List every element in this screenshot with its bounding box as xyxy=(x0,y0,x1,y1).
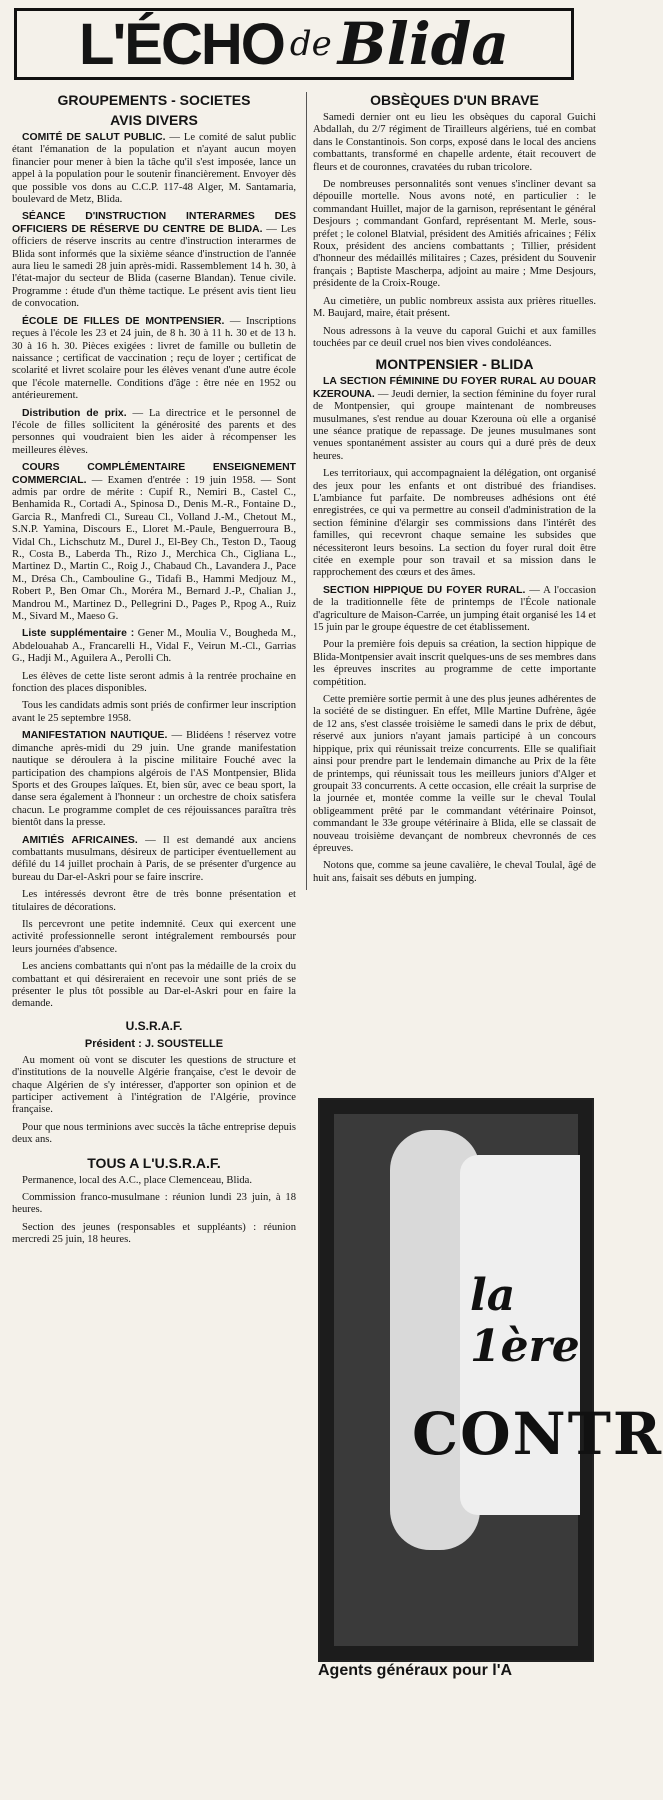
notice-lead: COURS COMPLÉMENTAIRE ENSEIGNEMENT COMMERCIAL. xyxy=(12,462,296,486)
notice-prix xyxy=(12,408,296,458)
notice-lead: SÉANCE D'INSTRUCTION INTERARMES DES OFFICIERS DE RÉSERVE DU CENTRE DE BLIDA. xyxy=(12,211,296,235)
paragraph: Commission franco-musulmane : réunion lundi 23 juin, à 18 heures. xyxy=(12,1192,296,1216)
notice-hippique xyxy=(313,585,596,635)
notice-ecole xyxy=(12,316,296,403)
notice-lead: ÉCOLE DE FILLES DE MONTPENSIER. xyxy=(22,315,225,327)
masthead-de: de xyxy=(289,24,332,64)
usraf-slogan: TOUS A L'U.S.R.A.F. xyxy=(87,1154,221,1171)
notice-foyer xyxy=(313,376,596,463)
paragraph: Au cimetière, un public nombreux assista aux prières rituelles. M. Baujard, maire, était présent. xyxy=(313,295,596,320)
left-column xyxy=(12,92,302,1252)
paragraph: Section des jeunes (responsables et suppléants) : réunion mercredi 25 juin, 18 heures. xyxy=(12,1221,296,1246)
notice-amities xyxy=(12,835,296,885)
ad-text: la 1ère xyxy=(470,1270,580,1372)
notice-body: — Le comité de salut public étant l'émanation de la population et n'ayant aucun moyen financier pour mener à bien la tâche qu'il s'est imposée, lance un appel à la population pour le soutenir financièrement. Envoyer dès que possible vos dons au C.C.P. 117-48 Alger, M. Santamaria, boulevard de Metz, Blida. xyxy=(12,132,296,206)
notice-liste xyxy=(12,628,296,665)
paragraph: Notons que, comme sa jeune cavalière, le cheval Toulal, âgé de huit ans, faisait ses débuts en jumping. xyxy=(313,860,596,884)
notice-lead: Distribution de prix. xyxy=(22,407,127,419)
section-heading: MONTPENSIER - BLIDA xyxy=(375,356,534,373)
paragraph: Pour la première fois depuis sa création, la section hippique de Blida-Montpensier avait inscrit quelques-uns de ses membres dans les épreuves inscrites au programme de cette importante compétition. xyxy=(313,639,596,688)
notice-lead: AMITIÉS AFRICAINES. xyxy=(22,834,138,846)
notice-lead: MANIFESTATION NAUTIQUE. xyxy=(22,730,168,742)
paragraph: Permanence, local des A.C., place Clemenceau, Blida. xyxy=(22,1174,253,1186)
notice-lead: LA SECTION FÉMININE DU FOYER RURAL AU DOUAR KZEROUNA. xyxy=(313,376,596,400)
ad-text: CONTR xyxy=(412,1400,663,1468)
notice-body: — Les officiers de réserve inscrits au centre d'instruction interarmes de Blida sont informés que la sixième séance d'instruction de l'année aura lieu le samedi 28 juin après-midi. Rassemblement 14 h. 30, à l'état-major du secteur de Blida (caserne Blandan). Tenue civile. Programme : étude d'un thème tactique. Le présent avis tient lieu de convocation. xyxy=(12,223,296,310)
paragraph: Ils percevront une petite indemnité. Ceux qui exercent une activité professionnelle seront intégralement remboursés pour leurs journées d'absence. xyxy=(12,918,296,955)
notice-body: — Blidéens ! réservez votre dimanche après-midi du 29 juin. Une grande manifestation nautique se déroulera à la piscine militaire Fouché avec la participation des champions algérois de l'AS Montpensier, Blida Sports et des Groupes laïques. Et, bien sûr, avec ce beau sport, la danse sera également à l'honneur : un orchestre de choix satisfera chacun. Le programme complet de ces réjouissances paraîtra très bientôt dans la presse. xyxy=(12,730,296,829)
paragraph: Samedi dernier ont eu lieu les obsèques du caporal Guichi Abdallah, du 2/7 régiment de Tirailleurs algériens, tué en combat dans le Constantinois. Son corps, exposé dans le local des anciens combattants, transformé en chapelle ardente, était recouvert de fleurs et de couronnes, cravatées du ruban tricolore. xyxy=(313,112,596,173)
paragraph: Les territoriaux, qui accompagnaient la délégation, ont organisé des jeux pour les enfants et ont distribué des friandises. L'ambiance fut parfaite. De nombreuses adhésions ont été enregistrées, ce qui va permettre au conseil d'administration de la section féminine d'élargir ses commissions dans l'intérêt des familles, qui recevront chaque semaine les subsides que nécessiteront leurs besoins. La section du foyer rural doit être citée en exemple pour son travail et sa mission dans le rapprochement des cœurs et des âmes. xyxy=(313,468,596,579)
notice-body: — Jeudi dernier, la section féminine du foyer rural de Montpensier, qui groupe maintenant de nombreuses musulmanes, s'est rendue au douar Kzerouna où elle a organisé une séance pratique de repassage. De jeunes musulmanes sont venues spontanément assister au cours qui a duré près de deux heures. xyxy=(313,388,596,462)
paragraph: Tous les candidats admis sont priés de confirmer leur inscription avant le 25 septembre 1958. xyxy=(12,700,296,724)
notice-body: — La directrice et le personnel de l'école de filles sollicitent la générosité des parents et des personnes qui voudraient bien les aider à récompenser les meilleures élèves. xyxy=(12,407,296,456)
paragraph: Les élèves de cette liste seront admis à la rentrée prochaine en fonction des places disponibles. xyxy=(12,670,296,695)
paragraph: Les intéressés devront être de très bonne présentation et titulaires de décorations. xyxy=(12,889,296,913)
paragraph: Les anciens combattants qui n'ont pas la médaille de la croix du combattant et qui désireraient en recevoir une sont priés de se présenter le plus tôt possible au Dar-el-Askri pour en faire la demande. xyxy=(12,961,296,1010)
notice-body: Gener M., Moulia V., Bougheda M., Abdelouahab A., Francarelli H., Vidal F., Veirun M.-Cl., Garrias G., Hadji M., Aguilera A., Perolli Ch. xyxy=(12,628,296,665)
paragraph: Cette première sortie permit à une des plus jeunes adhérentes de la société de se distinguer. En effet, Mlle Martine Dufrène, âgée de 12 ans, s'est classée troisième le samedi dans le prix de début, réservé aux juniors n'ayant jamais participé à un concours hippique, prix qui réunissait treize concurrents. Elle se qualifiait ainsi pour prendre part le lendemain dimanche au Prix de la fête de printemps, qui réunissait tous les meilleurs juniors d'Alger et groupait 33 concurrents. A cette occasion, elle créait la surprise de la journée et, montée comme la veille sur le cheval Toulal obligeamment prêté par le commandant vétérinaire Poinsot, commandant le 33e groupe vétérinaire à Blida, elle se classait de nouveau troisième devançant de nombreux chevronnés de ces épreuves. xyxy=(313,694,596,854)
notice-nautique xyxy=(12,730,296,829)
notice-body: — Inscriptions reçues à l'école les 23 et 24 juin, de 8 h. 30 à 11 h. 30 et de 13 h. 30 à 16 h. 30. Pièces exigées : livret de famille ou bulletin de naissance ; certificat de vaccination ; reçu de loyer ; certificat de scolarité et livret scolaire pour les élèves venant d'une autre école que l'école maternelle. Conditions d'âge : être née en 1952 ou antérieurement. xyxy=(12,315,296,402)
advertisement xyxy=(318,1098,663,1662)
usraf-heading: U.S.R.A.F. xyxy=(125,1018,183,1033)
paragraph: Pour que nous terminions avec succès la tâche entreprise depuis deux ans. xyxy=(12,1121,296,1146)
section-heading: GROUPEMENTS - SOCIETES xyxy=(57,92,251,108)
notice-body: — Examen d'entrée : 19 juin 1958. — Sont admis par ordre de mérite : Cupif R., Nemiri B., Castel C., Benhamida R., Cortadi A., Spinosa D., Denis M.-R., Fontaine D., Garcia R., Manfredi Cl., Sureau Cl., Volland J.-M., Chetout M., S.N.P. Yamina, Discours E., Lloret M.-Paule, Benguerroura B., Vidal Ch., Lichschutz M., Durel J., El-Bey Ch., Teston D., Taoug R., Costa B., Laberda Th., Rizo J., Merchica Ch., Cigliana L., Martinez D., Martin C., Roig J., Chabaud Ch., Lavandera J., Pace M., Drésa Ch., Cambouline G., Tidafi B., Hammi Medjouz M., Robert P., Ben Omar Ch., Moréra M., Bernard J.-P., Chalian J., Mandrou M., Martinez D., Pellegrini D., Pages P., Rpog A., Ruiz M., Sivard M., Maeso G. xyxy=(12,474,296,623)
usraf-president: Président : J. SOUSTELLE xyxy=(84,1037,224,1050)
notice-cours xyxy=(12,462,296,623)
section-heading: OBSÈQUES D'UN BRAVE xyxy=(370,92,539,108)
notice-lead: SECTION HIPPIQUE DU FOYER RURAL. xyxy=(323,584,526,596)
notice-seance xyxy=(12,211,296,310)
paragraph: De nombreuses personnalités sont venues s'incliner devant sa dépouille mortelle. Nous avons noté, en particulier : le commandant Huillet, major de la garnison, représentant le général Desjours ; commandant Gonfard, représentant M. Merle, sous-préfet ; le colonel Blatvial, président des Amitiés africaines ; Félix Roux, président des anciens combattants ; Tillier, président d'honneur des médaillés militaires ; Cazes, président du Souvenir français ; Baptiste Mascherpa, adjoint au maire ; Mme Desjours, présidente de la Croix-Rouge. xyxy=(313,179,596,290)
masthead xyxy=(14,8,574,80)
notice-lead: Liste supplémentaire : xyxy=(22,628,135,640)
paragraph: Nous adressons à la veuve du caporal Guichi et aux familles touchées par ce deuil cruel nos bien vives condoléances. xyxy=(313,325,596,349)
notice-body: — Il est demandé aux anciens combattants musulmans, désireux de participer éventuellement au défilé du 14 juillet prochain à Paris, de se présenter d'urgence au bureau du Dar-el-Askri pour se faire inscrire. xyxy=(12,834,297,883)
section-subheading: AVIS DIVERS xyxy=(110,112,198,128)
paragraph: Au moment où vont se discuter les questions de structure et d'institutions de la nouvelle Algérie française, c'est le devoir de chaque Algérien de s'y intéresser, d'apporter son opinion et de participer activement à l'intégration de l'Algérie, province française. xyxy=(12,1054,296,1116)
notice-comite xyxy=(12,132,296,206)
right-column xyxy=(306,92,596,890)
masthead-title: L'ÉCHO xyxy=(79,11,284,77)
notice-lead: COMITÉ DE SALUT PUBLIC. xyxy=(22,132,166,143)
ad-caption: Agents généraux pour l'A xyxy=(318,1662,513,1679)
notice-body: — A l'occasion de la traditionnelle fête de printemps de l'École nationale d'agriculture de Maison-Carrée, un jumping était organisé les 14 et 15 juin par le groupe équestre de cet établissement. xyxy=(313,584,597,634)
masthead-city: Blida xyxy=(337,10,509,78)
